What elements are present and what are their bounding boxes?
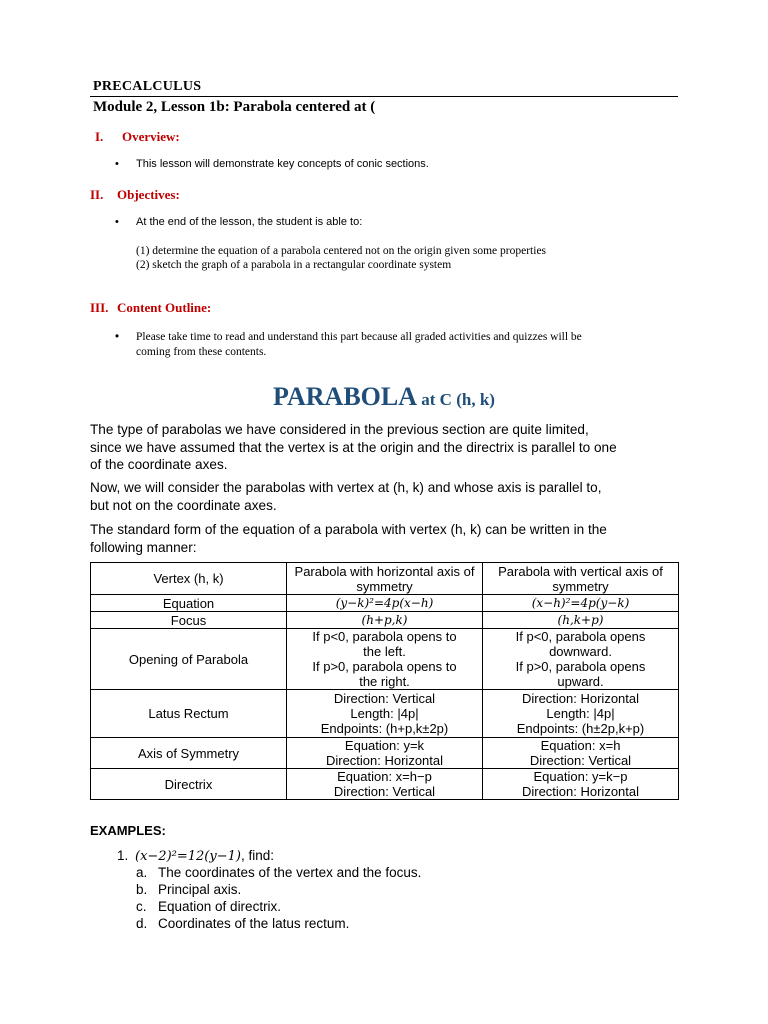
table-cell: Equation: y=k Direction: Horizontal: [287, 738, 483, 769]
table-cell: Equation: y=k−p Direction: Horizontal: [483, 769, 679, 800]
paragraph-2: Now, we will consider the parabolas with vertex at (h, k) and whose axis is parallel to, but not on the coordinate axes.: [90, 480, 602, 513]
row-label: Opening of Parabola: [91, 629, 287, 690]
section-content-outline-heading: [90, 300, 211, 316]
course-title: PRECALCULUS: [93, 79, 202, 94]
header-cell: Parabola with horizontal axis of symmetry: [287, 563, 483, 595]
table-cell: (y−k)²=4p(x−h): [287, 595, 483, 612]
row-label: Equation: [91, 595, 287, 612]
bullet-text: This lesson will demonstrate key concepts of conic sections.: [136, 158, 429, 170]
example-item: c. Equation of directrix.: [136, 899, 282, 914]
bullet-icon: •: [115, 158, 119, 170]
section-numeral: II.: [90, 187, 104, 202]
section-title: Content Outline:: [117, 300, 212, 315]
table-cell: (h,k+p): [483, 612, 679, 629]
example-suffix: , find:: [240, 848, 274, 863]
parabola-properties-table: [90, 562, 679, 800]
bullet-icon: •: [115, 216, 119, 228]
table-row: [91, 612, 679, 629]
objective-item-1: (1) determine the equation of a parabola centered not on the origin given some properties: [136, 245, 547, 257]
example-item: d. Coordinates of the latus rectum.: [136, 916, 350, 931]
table-cell: (x−h)²=4p(y−k): [483, 595, 679, 612]
table-row: [91, 738, 679, 769]
examples-heading: EXAMPLES:: [90, 823, 166, 838]
header-cell: Parabola with vertical axis of symmetry: [483, 563, 679, 595]
header-cell: Vertex (h, k): [91, 563, 287, 595]
paragraph-1: The type of parabolas we have considered in the previous section are quite limited, since we have assumed that the vertex is at the origin and the directrix is parallel to one of the coordinate axes.: [90, 422, 617, 472]
bullet-icon: •: [115, 331, 120, 343]
row-label: Focus: [91, 612, 287, 629]
table-cell: Equation: x=h−p Direction: Vertical: [287, 769, 483, 800]
table-cell: Direction: Vertical Length: |4p| Endpoints: (h+p,k±2p): [287, 690, 483, 738]
section-title: Overview:: [122, 129, 180, 144]
example-item: b. Principal axis.: [136, 882, 242, 897]
example-equation: (x−2)²=12(y−1): [135, 849, 241, 864]
section-objectives-heading: [90, 187, 180, 203]
parabola-title: [0, 382, 768, 412]
title-sub: at C (h, k): [417, 390, 495, 409]
objective-item-2: (2) sketch the graph of a parabola in a rectangular coordinate system: [136, 259, 452, 271]
section-overview-heading: [95, 129, 180, 145]
table-cell: (h+p,k): [287, 612, 483, 629]
table-row: [91, 690, 679, 738]
table-cell: If p<0, parabola opens downward. If p>0, parabola opens upward.: [483, 629, 679, 690]
row-label: Directrix: [91, 769, 287, 800]
bullet-text-line-1: Please take time to read and understand this part because all graded activities and quizzes will be: [136, 331, 582, 343]
example-1: [117, 848, 274, 864]
header-rule: [90, 96, 678, 97]
table-row: [91, 595, 679, 612]
section-title: Objectives:: [117, 187, 180, 202]
section-numeral: I.: [95, 129, 104, 144]
lesson-title: Module 2, Lesson 1b: Parabola centered at (: [93, 99, 376, 115]
table-row: [91, 769, 679, 800]
row-label: Latus Rectum: [91, 690, 287, 738]
row-label: Axis of Symmetry: [91, 738, 287, 769]
table-header-row: [91, 563, 679, 595]
table-row: [91, 629, 679, 690]
bullet-text-line-2: coming from these contents.: [136, 346, 267, 358]
section-numeral: III.: [90, 300, 109, 315]
table-cell: If p<0, parabola opens to the left. If p>0, parabola opens to the right.: [287, 629, 483, 690]
table-cell: Direction: Horizontal Length: |4p| Endpoints: (h±2p,k+p): [483, 690, 679, 738]
example-item: a. The coordinates of the vertex and the focus.: [136, 865, 422, 880]
table-cell: Equation: x=h Direction: Vertical: [483, 738, 679, 769]
title-main: PARABOLA: [273, 382, 418, 411]
bullet-text: At the end of the lesson, the student is able to:: [136, 216, 363, 228]
paragraph-3: The standard form of the equation of a parabola with vertex (h, k) can be written in the following manner:: [90, 522, 607, 555]
example-number: 1.: [117, 848, 129, 863]
